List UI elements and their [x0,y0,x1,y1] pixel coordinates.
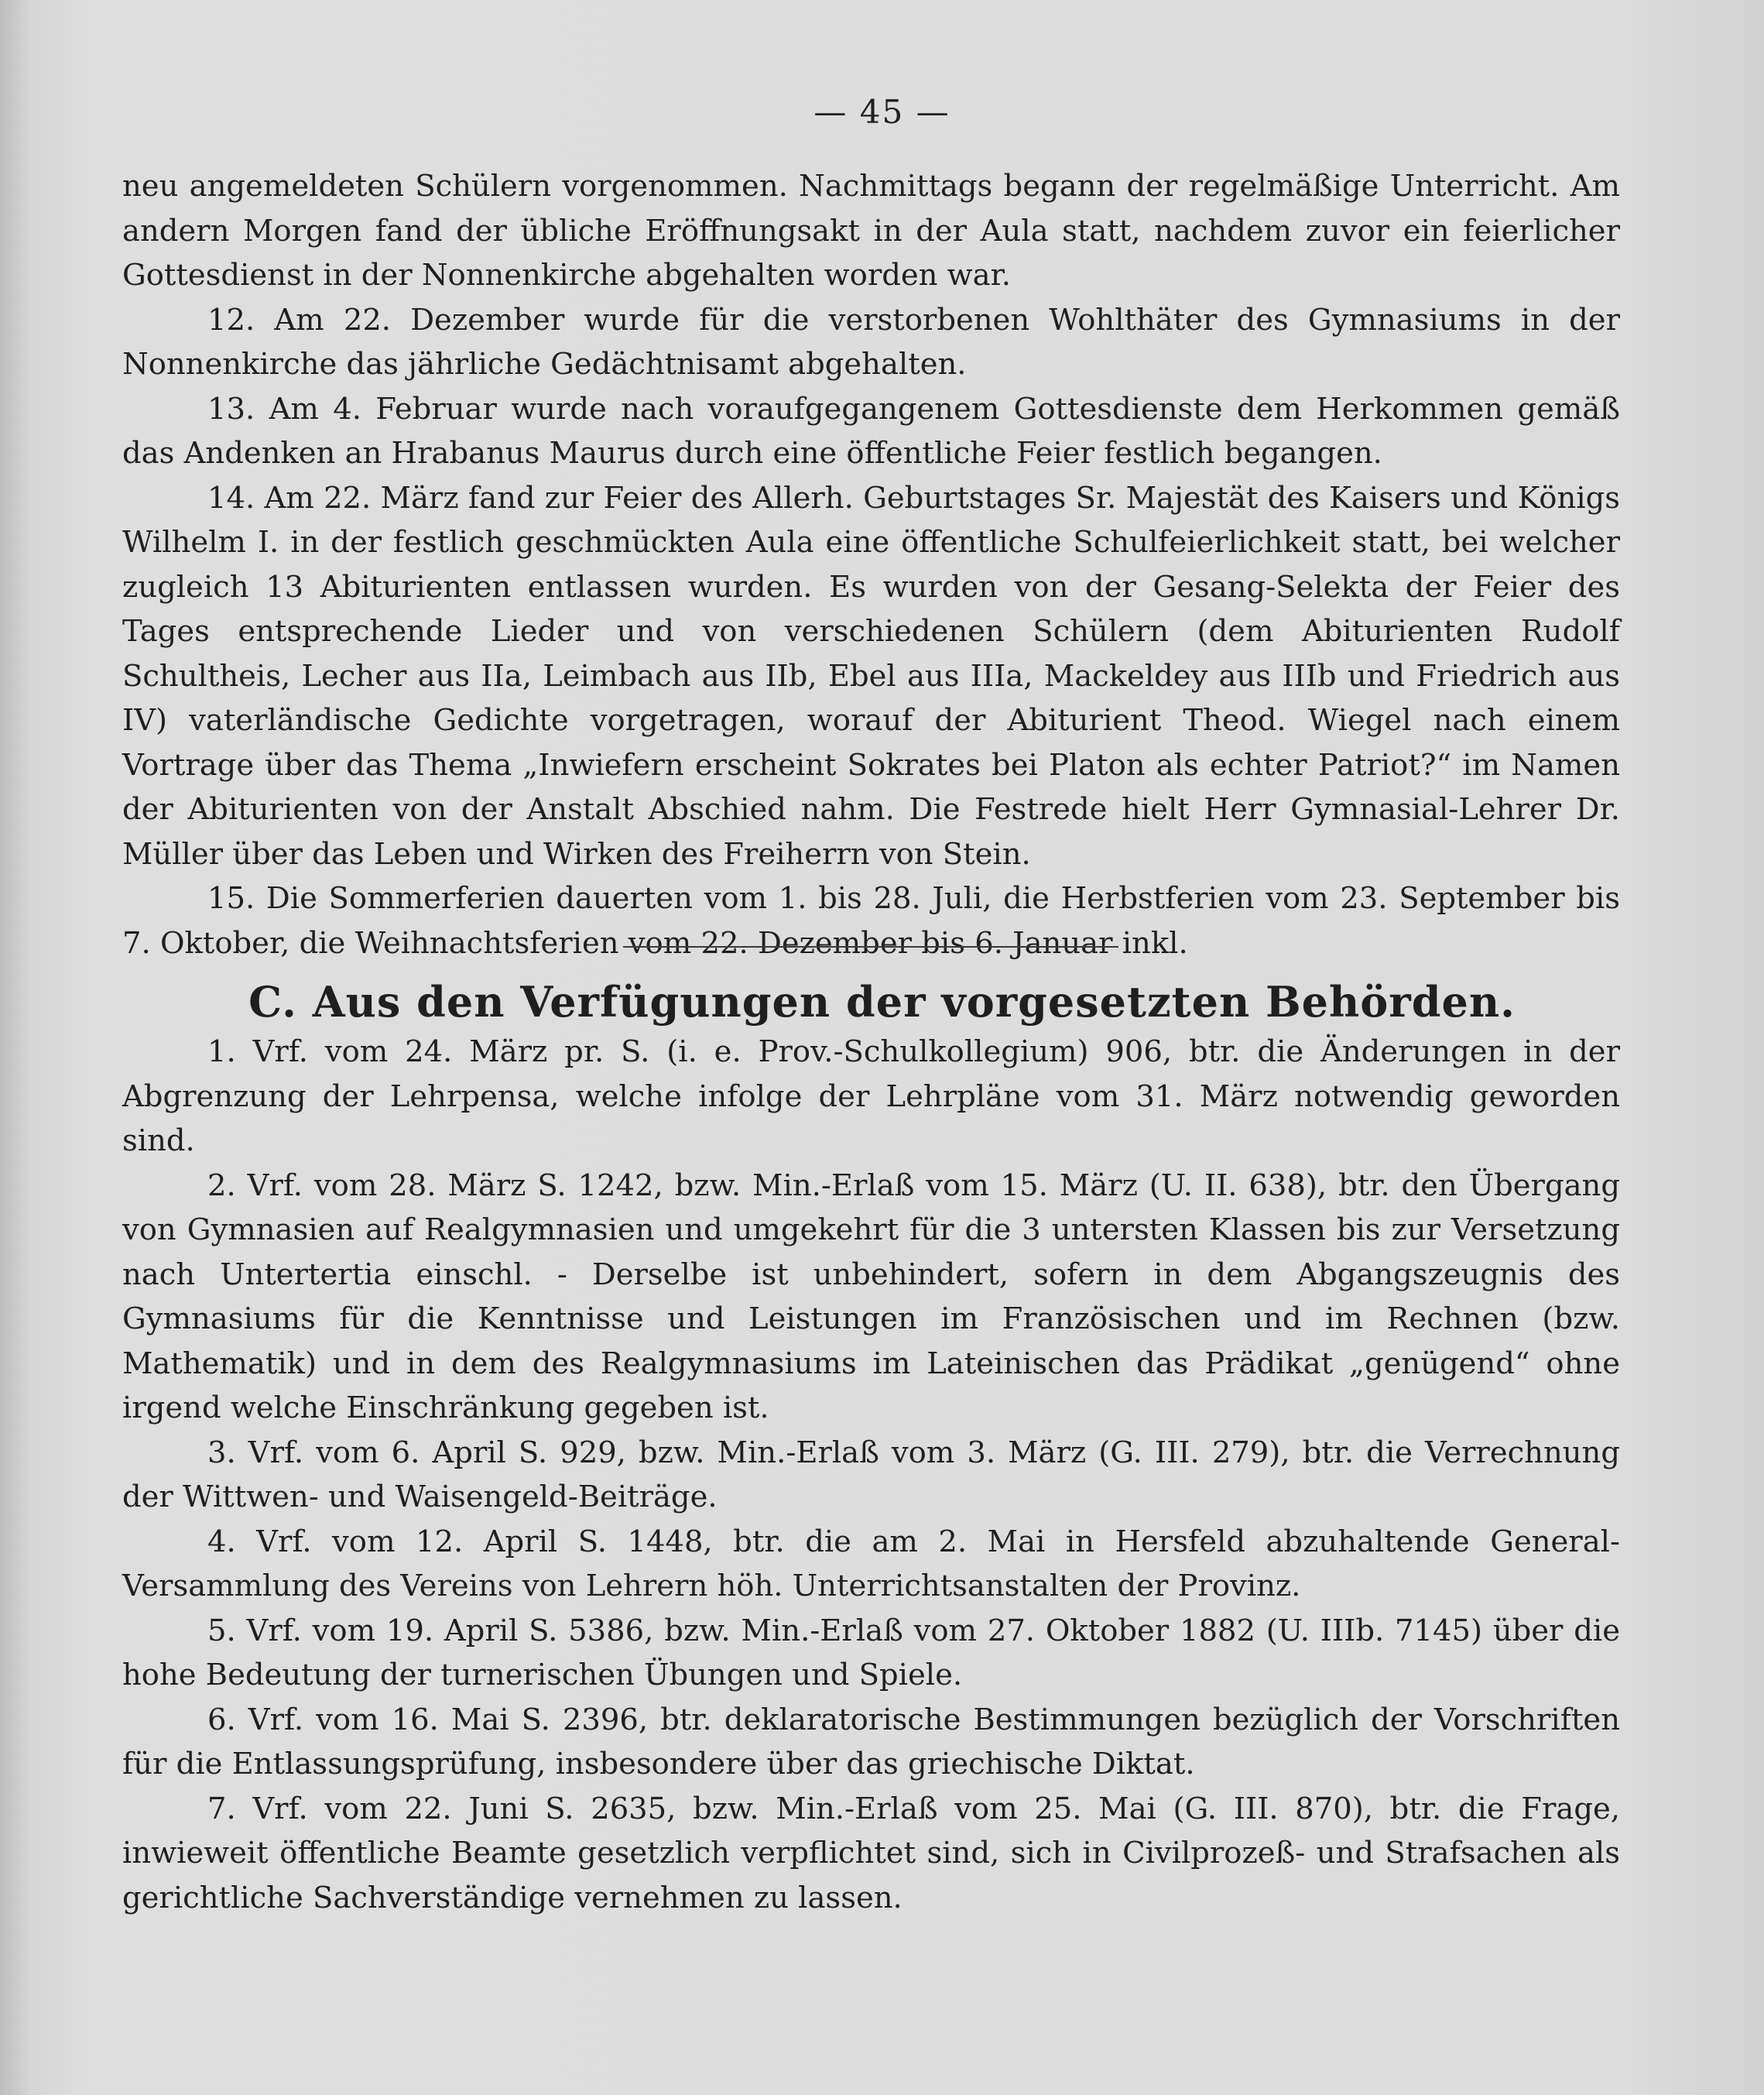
decree-item-5: 5. Vrf. vom 19. April S. 5386, bzw. Min.-Erlaß vom 27. Oktober 1882 (U. IIIb. 7145) über die hohe Bedeutung der turnerischen Übungen und Spiele. [122,1613,1620,1692]
decree-item-3: 3. Vrf. vom 6. April S. 929, bzw. Min.-Erlaß vom 3. März (G. III. 279), btr. die Verrechnung der Wittwen- und Waisengeld-Beiträge. [122,1435,1620,1514]
page-number: — 45 — [813,93,951,131]
decrees-section [122,1030,1620,1920]
decree-item-6: 6. Vrf. vom 16. Mai S. 2396, btr. deklaratorische Bestimmungen bezüglich der Vorschriften für die Entlassungsprüfung, insbesondere über das griechische Diktat. [122,1702,1620,1781]
decree-item-2: 2. Vrf. vom 28. März S. 1242, bzw. Min.-Erlaß vom 15. März (U. II. 638), btr. den Übergang von Gymnasien auf Realgymnasien und umgekehrt für die 3 untersten Klassen bis zur Versetzung nach Untertertia einschl. - Derselbe ist unbehindert, sofern in dem Abgangszeugnis des Gymnasiums für die Kenntnisse und Leistungen im Französischen und im Rechnen (bzw. Mathematik) und in dem des Realgymnasiums im Lateinischen das Prädikat „genügend“ ohne irgend welche Einschränkung gegeben ist. [122,1168,1620,1425]
paragraph-item-14: 14. Am 22. März fand zur Feier des Allerh. Geburtstages Sr. Majestät des Kaisers und Königs Wilhelm I. in der festlich geschmückten Aula eine öffentliche Schulfeierlichkeit statt, bei welcher zugleich 13 Abiturienten entlassen wurden. Es wurden von der Gesang-Selekta der Feier des Tages entsprechende Lieder und von verschiedenen Schülern (dem Abiturienten Rudolf Schultheis, Lecher aus IIa, Leimbach aus IIb, Ebel aus IIIa, Mackeldey aus IIIb und Friedrich aus IV) vaterländische Gedichte vorgetragen, worauf der Abiturient Theod. Wiegel nach einem Vortrage über das Thema „Inwiefern erscheint Sokrates bei Platon als echter Patriot?“ im Namen der Abiturienten von der Anstalt Abschied nahm. Die Festrede hielt Herr Gymnasial-Lehrer Dr. Müller über das Leben und Wirken des Freiherrn von Stein. [122,480,1620,872]
section-divider [623,946,1118,948]
paragraph-item-13: 13. Am 4. Februar wurde nach voraufgegangenem Gottesdienste dem Herkommen gemäß das Andenken an Hrabanus Maurus durch eine öffentliche Feier festlich begangen. [122,391,1620,471]
paragraph-item-12: 12. Am 22. Dezember wurde für die verstorbenen Wohlthäter des Gymnasiums in der Nonnenkirche das jährliche Gedächtnisamt abgehalten. [122,302,1620,382]
decree-item-4: 4. Vrf. vom 12. April S. 1448, btr. die am 2. Mai in Hersfeld abzuhaltende General-Versammlung des Vereins von Lehrern höh. Unterrichtsanstalten der Provinz. [122,1524,1620,1603]
school-chronicle-section [122,164,1620,965]
paragraph-continuation: neu angemeldeten Schülern vorgenommen. Nachmittags begann der regelmäßige Unterricht. Am andern Morgen fand der übliche Eröffnungsakt in der Aula statt, nachdem zuvor ein feierlicher Gottesdienst in der Nonnenkirche abgehalten worden war. [122,169,1620,293]
section-heading: C. Aus den Verfügungen der vorgesetzten Behörden. [248,977,1516,1027]
decree-item-7: 7. Vrf. vom 22. Juni S. 2635, bzw. Min.-Erlaß vom 25. Mai (G. III. 870), btr. die Frage, inwieweit öffentliche Beamte gesetzlich verpflichtet sind, sich in Civilprozeß- und Strafsachen als gerichtliche Sachverständige vernehmen zu lassen. [122,1791,1620,1915]
decree-item-1: 1. Vrf. vom 24. März pr. S. (i. e. Prov.-Schulkollegium) 906, btr. die Änderungen in der Abgrenzung der Lehrpensa, welche infolge der Lehrpläne vom 31. März notwendig geworden sind. [122,1034,1620,1158]
paragraph-item-15: 15. Die Sommerferien dauerten vom 1. bis 28. Juli, die Herbstferien vom 23. September bis 7. Oktober, die Weihnachtsferien vom 22. Dezember bis 6. Januar inkl. [122,881,1620,961]
